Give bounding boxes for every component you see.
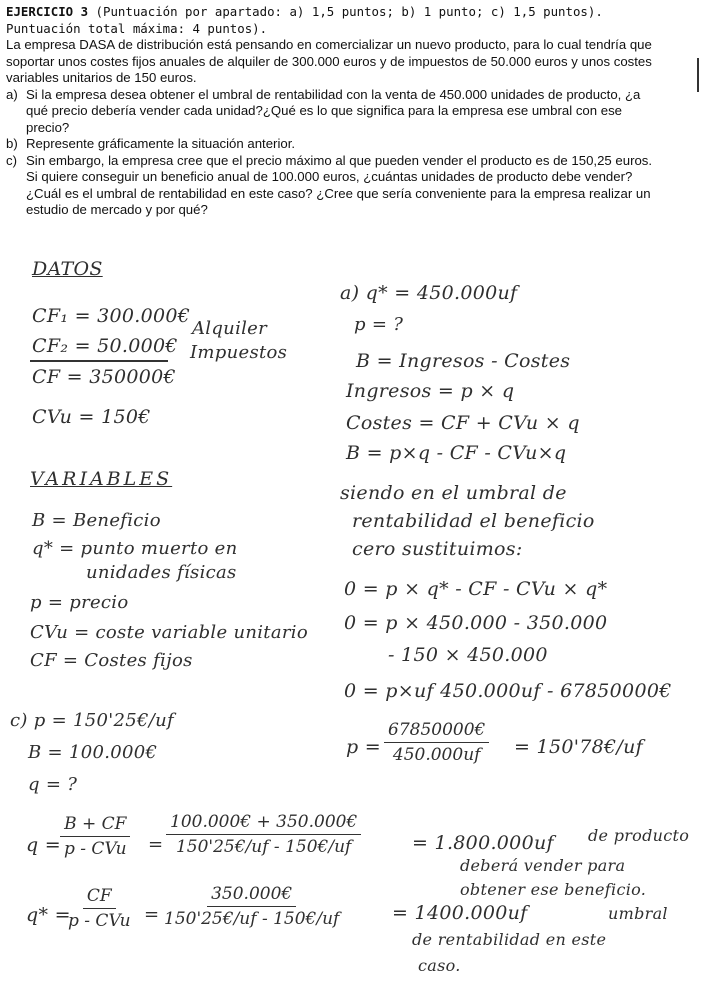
datos-title: DATOS bbox=[32, 258, 103, 280]
formula-1-result: = 1.800.000uf bbox=[412, 832, 554, 854]
var-cf: CF = Costes fijos bbox=[30, 650, 193, 671]
equation-step-2b: - 150 × 450.000 bbox=[388, 644, 548, 666]
formula-2-note-2: de rentabilidad en este bbox=[412, 930, 607, 949]
price-lhs: p = bbox=[346, 736, 382, 758]
c-benefit: B = 100.000€ bbox=[28, 742, 158, 763]
cvu-line: CVu = 150€ bbox=[32, 406, 151, 428]
explanation-1: siendo en el umbral de bbox=[340, 482, 567, 504]
formula-2-numerator: CF bbox=[83, 886, 116, 909]
benefit-full-equation: B = p×q - CF - CVu×q bbox=[346, 442, 567, 464]
formula-1-symbolic bbox=[60, 814, 131, 859]
formula-1-denominator-values: 150'25€/uf - 150€/uf bbox=[175, 837, 352, 857]
scoring-info: (Puntuación por apartado: a) 1,5 puntos; b) 1 punto; c) 1,5 puntos). Puntuación total máxima: 4 puntos). bbox=[6, 4, 603, 36]
sum-rule bbox=[30, 360, 168, 362]
var-cvu: CVu = coste variable unitario bbox=[30, 622, 308, 643]
price-denominator: 450.000uf bbox=[392, 745, 481, 765]
equation-step-2: 0 = p × 450.000 - 350.000 bbox=[344, 612, 608, 634]
cf-total-line: CF = 350000€ bbox=[32, 366, 176, 388]
formula-2-result: = 1400.000uf bbox=[392, 902, 528, 924]
equals-sign-1: = bbox=[148, 834, 164, 855]
formula-1-note-2: deberá vender para bbox=[460, 856, 626, 875]
price-fraction bbox=[384, 720, 489, 765]
question-a: a) Si la empresa desea obtener el umbral de rentabilidad con la venta de 450.000 unidades de producto, ¿a qué precio debería vender cada unidad?¿Qué es lo que significa para la empresa ese umbral con ese precio? bbox=[6, 86, 641, 135]
var-q-2: unidades físicas bbox=[86, 562, 237, 583]
formula-2-symbolic bbox=[64, 886, 135, 931]
equals-sign-2: = bbox=[144, 904, 160, 925]
cf1-note: Alquiler bbox=[192, 318, 268, 339]
exam-statement bbox=[6, 4, 656, 219]
exercise-heading: EJERCICIO 3 bbox=[6, 4, 89, 19]
c-quantity: q = ? bbox=[28, 774, 78, 795]
cf2-note: Impuestos bbox=[190, 342, 288, 363]
formula-2-note-3: caso. bbox=[418, 956, 461, 975]
formula-2-numerator-values: 350.000€ bbox=[207, 884, 296, 907]
variables-title: VARIABLES bbox=[30, 468, 173, 490]
formula-1-note-3: obtener ese beneficio. bbox=[460, 880, 647, 899]
cf2-line: CF₂ = 50.000€ bbox=[32, 335, 178, 357]
cf1-line: CF₁ = 300.000€ bbox=[32, 305, 191, 327]
explanation-2: rentabilidad el beneficio bbox=[352, 510, 595, 532]
formula-2-numeric bbox=[160, 884, 343, 929]
income-equation: Ingresos = p × q bbox=[346, 380, 515, 402]
equation-step-1: 0 = p × q* - CF - CVu × q* bbox=[344, 578, 608, 600]
formula-1-denominator: p - CVu bbox=[64, 839, 127, 859]
problem-intro: La empresa DASA de distribución está pensando en comercializar un nuevo producto, para lo cual tendría que soportar unos costes fijos anuales de alquiler de 300.000 euros y de impuestos de 50.000 euros y unos costes variables unitarios de 150 euros. bbox=[6, 37, 652, 85]
formula-1-numerator-values: 100.000€ + 350.000€ bbox=[166, 812, 361, 835]
formula-1-note-1: de producto bbox=[588, 826, 690, 845]
benefit-equation: B = Ingresos - Costes bbox=[356, 350, 571, 372]
formula-1-lhs: q = bbox=[26, 834, 62, 856]
explanation-3: cero sustituimos: bbox=[352, 538, 523, 560]
formula-2-denominator: p - CVu bbox=[68, 911, 131, 931]
a-quantity: a) q* = 450.000uf bbox=[340, 282, 518, 304]
c-price: c) p = 150'25€/uf bbox=[10, 710, 174, 731]
formula-2-lhs: q* = bbox=[26, 904, 71, 926]
formula-1-numeric bbox=[166, 812, 361, 857]
var-b: B = Beneficio bbox=[32, 510, 161, 531]
price-numerator: 67850000€ bbox=[384, 720, 489, 743]
var-q-1: q* = punto muerto en bbox=[32, 538, 238, 559]
equation-step-3: 0 = p×uf 450.000uf - 67850000€ bbox=[344, 680, 672, 702]
exam-header bbox=[6, 4, 656, 37]
question-c: c) Sin embargo, la empresa cree que el precio máximo al que pueden vender el producto es de 150,25 euros. Si quiere conseguir un beneficio anual de 100.000 euros, ¿cuántas unidades de producto debe vender? ¿Cuál es el umbral de rentabilidad en este caso? ¿Cree que sería conveniente para la empresa realizar un estudio de mercado y por qué? bbox=[6, 152, 653, 217]
question-b: b) Represente gráficamente la situación anterior. bbox=[6, 136, 296, 151]
formula-2-note-1: umbral bbox=[608, 904, 668, 923]
a-price: p = ? bbox=[354, 314, 404, 335]
var-p: p = precio bbox=[30, 592, 129, 613]
formula-2-denominator-values: 150'25€/uf - 150€/uf bbox=[164, 909, 340, 929]
formula-1-numerator: B + CF bbox=[60, 814, 130, 837]
price-result: = 150'78€/uf bbox=[514, 736, 643, 758]
cost-equation: Costes = CF + CVu × q bbox=[346, 412, 580, 434]
margin-mark bbox=[697, 58, 699, 92]
